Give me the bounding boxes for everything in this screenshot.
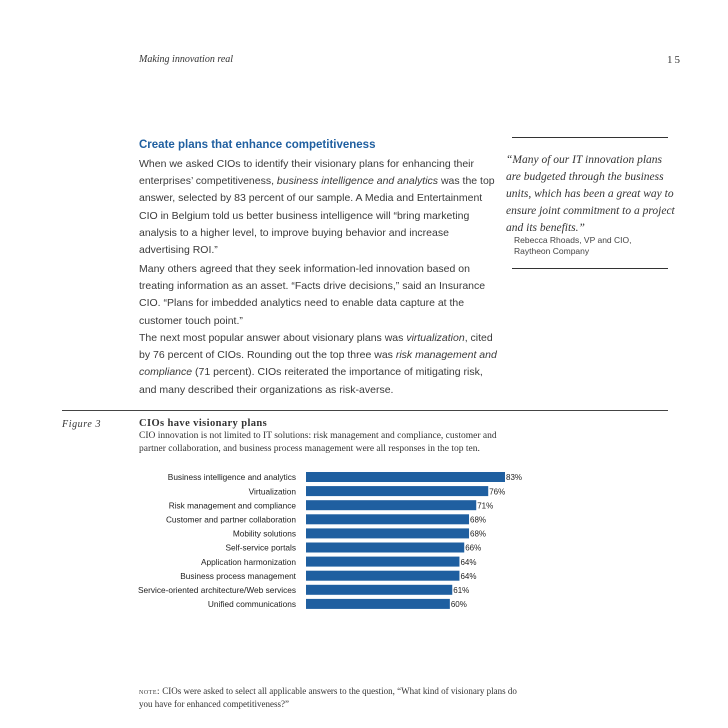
value-label-3: 68% [470,515,487,525]
section-title: Create plans that enhance competitiveness [139,139,376,151]
category-label-6: Application harmonization [200,556,296,567]
bar-4 [306,528,469,538]
category-label-8: Service-oriented architecture/Web services [137,585,296,595]
note-prefix: note: [139,686,160,696]
value-label-4: 68% [470,529,487,539]
category-label-7: Business process management [180,570,296,581]
chart-note [139,685,519,710]
value-label-1: 76% [489,487,506,497]
figure-title: CIOs have visionary plans [139,418,268,429]
bar-2 [306,500,476,510]
value-label-6: 64% [460,557,477,567]
para1-text-a: When we asked CIOs to identify their visionary plans for enhancing their enterprises’ competitiveness, [139,158,475,188]
value-label-8: 61% [453,586,470,595]
bar-5 [306,543,464,553]
quote-attribution-name: Rebecca Rhoads, VP and CIO, [514,235,632,245]
bar-7 [306,571,459,581]
category-label-4: Mobility solutions [232,528,296,539]
bar-1 [306,486,488,496]
bar-3 [306,514,469,524]
bar-9 [306,599,450,609]
value-label-7: 64% [460,571,477,581]
page-number: 15 [667,54,682,66]
note-text: CIOs were asked to select all applicable answers to the question, “What kind of visionary plans do you have for enhanced competitiveness?” [139,686,517,709]
category-label-9: Unified communications [207,599,296,610]
para3-text-a: The next most popular answer about visionary plans was [139,332,407,344]
quote-attribution-org: Raytheon Company [514,246,590,256]
category-label-5: Self-service portals [225,542,296,553]
value-label-5: 66% [465,543,482,553]
para3-text-b: , cited by 76 percent of CIOs. Rounding out the top three was [139,332,493,362]
figure-subtitle: CIO innovation is not limited to IT solutions: risk management and compliance, customer and partner collaboration, and business process management were all responses in the top ten. [139,431,497,454]
bar-8 [306,585,452,595]
pull-quote: “Many of our IT innovation plans are budgeted through the business units, which has been a great way to ensure joint commitment to a project and its benefits.” [506,154,675,234]
para1-text-b: was the top answer, selected by 83 percent of our sample. A Media and Entertainment CIO in Belgium told us better business intelligence will “bring marketing analysis to a higher level, to improve buying behavior and increase advertising ROI.” [139,175,495,257]
category-label-1: Virtualization [248,486,296,497]
bar-6 [306,557,459,567]
para1-emphasis: business intelligence and analytics [276,175,439,188]
figure-label: Figure 3 [62,419,102,430]
para3-text-c: (71 percent). CIOs reiterated the importance of mitigating risk, and many described their organizations as risk-averse. [139,366,483,396]
bar-0 [306,472,505,482]
category-label-0: Business intelligence and analytics [167,472,296,483]
running-header: Making innovation real [139,54,234,65]
category-label-2: Risk management and compliance [168,500,296,511]
body-paragraph-2: Many others agreed that they seek information-led innovation based on treating information as an asset. “Facts drive decisions,” said an Insurance CIO. “Plans for imbedded analytics need to enable data capture at the customer touch point.” [139,263,486,327]
value-label-0: 83% [506,473,523,483]
value-label-9: 60% [450,600,467,610]
para3-emphasis-2: risk management and compliance [139,349,497,379]
category-label-3: Customer and partner collaboration [165,514,296,525]
para3-emphasis-1: virtualization [406,332,465,344]
value-label-2: 71% [477,501,494,511]
